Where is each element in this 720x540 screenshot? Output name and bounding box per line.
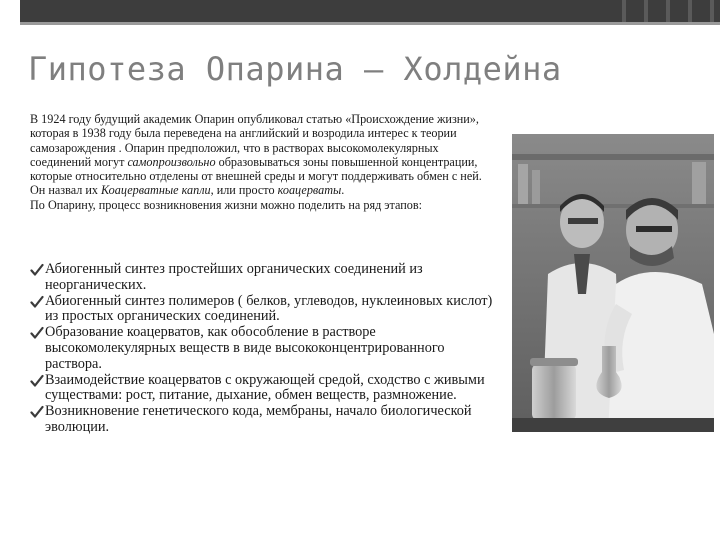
intro-paragraph-1 bbox=[30, 112, 500, 198]
check-icon bbox=[30, 326, 44, 340]
intro-emphasis-coacervate-drops: Коацерватные капли bbox=[101, 183, 211, 198]
check-icon bbox=[30, 295, 44, 309]
list-item bbox=[30, 262, 500, 294]
top-decor-accent-line bbox=[20, 22, 720, 25]
intro-text-part: образовываться зоны повышенной концентрации, которые относительно отделены от внешней среды и могут поддерживать обмен с ней. Он назвал их bbox=[30, 154, 482, 198]
intro-text-part: , или просто bbox=[210, 183, 278, 198]
intro-emphasis-coacervates: коацерваты bbox=[277, 183, 342, 198]
intro-text bbox=[30, 112, 500, 212]
scientists-lab-photo-drawing bbox=[512, 134, 714, 432]
slide-title: Гипотеза Опарина — Холдейна bbox=[28, 50, 562, 88]
stages-list bbox=[30, 262, 500, 436]
list-item bbox=[30, 294, 500, 326]
stage-text: Взаимодействие коацерватов с окружающей средой, сходство с живыми существами: рост, питание, дыхание, обмен веществ, размножение. bbox=[45, 371, 485, 404]
list-item bbox=[30, 404, 500, 436]
intro-text-part: В 1924 году будущий академик Опарин опубликовал статью «Происхождение жизни», которая в 1938 году была переведена на английский и возродила интерес к теории самозарождения . Опарин предположил, что в растворах высокомолекулярных соединений могут bbox=[30, 112, 479, 169]
check-icon bbox=[30, 405, 44, 419]
stage-text: Абиогенный синтез полимеров ( белков, углеводов, нуклеиновых кислот) из простых органических соединений. bbox=[45, 292, 493, 325]
list-item bbox=[30, 325, 500, 372]
top-decor-bar bbox=[0, 0, 720, 24]
check-icon bbox=[30, 263, 44, 277]
top-decor-stripes bbox=[604, 0, 720, 24]
check-icon bbox=[30, 374, 44, 388]
stage-text: Абиогенный синтез простейших органических соединений из неорганических. bbox=[45, 261, 423, 293]
stage-text: Образование коацерватов, как обособление в растворе высокомолекулярных веществ в виде высококонцентрированного раствора. bbox=[45, 324, 445, 372]
intro-emphasis-spontaneously: самопроизвольно bbox=[127, 154, 216, 169]
scientists-lab-photo bbox=[512, 134, 714, 432]
intro-text-part: . bbox=[341, 183, 345, 198]
list-item bbox=[30, 373, 500, 405]
stage-text: Возникновение генетического кода, мембраны, начало биологической эволюции. bbox=[45, 403, 472, 435]
intro-paragraph-2: По Опарину, процесс возникновения жизни можно поделить на ряд этапов: bbox=[30, 197, 423, 212]
